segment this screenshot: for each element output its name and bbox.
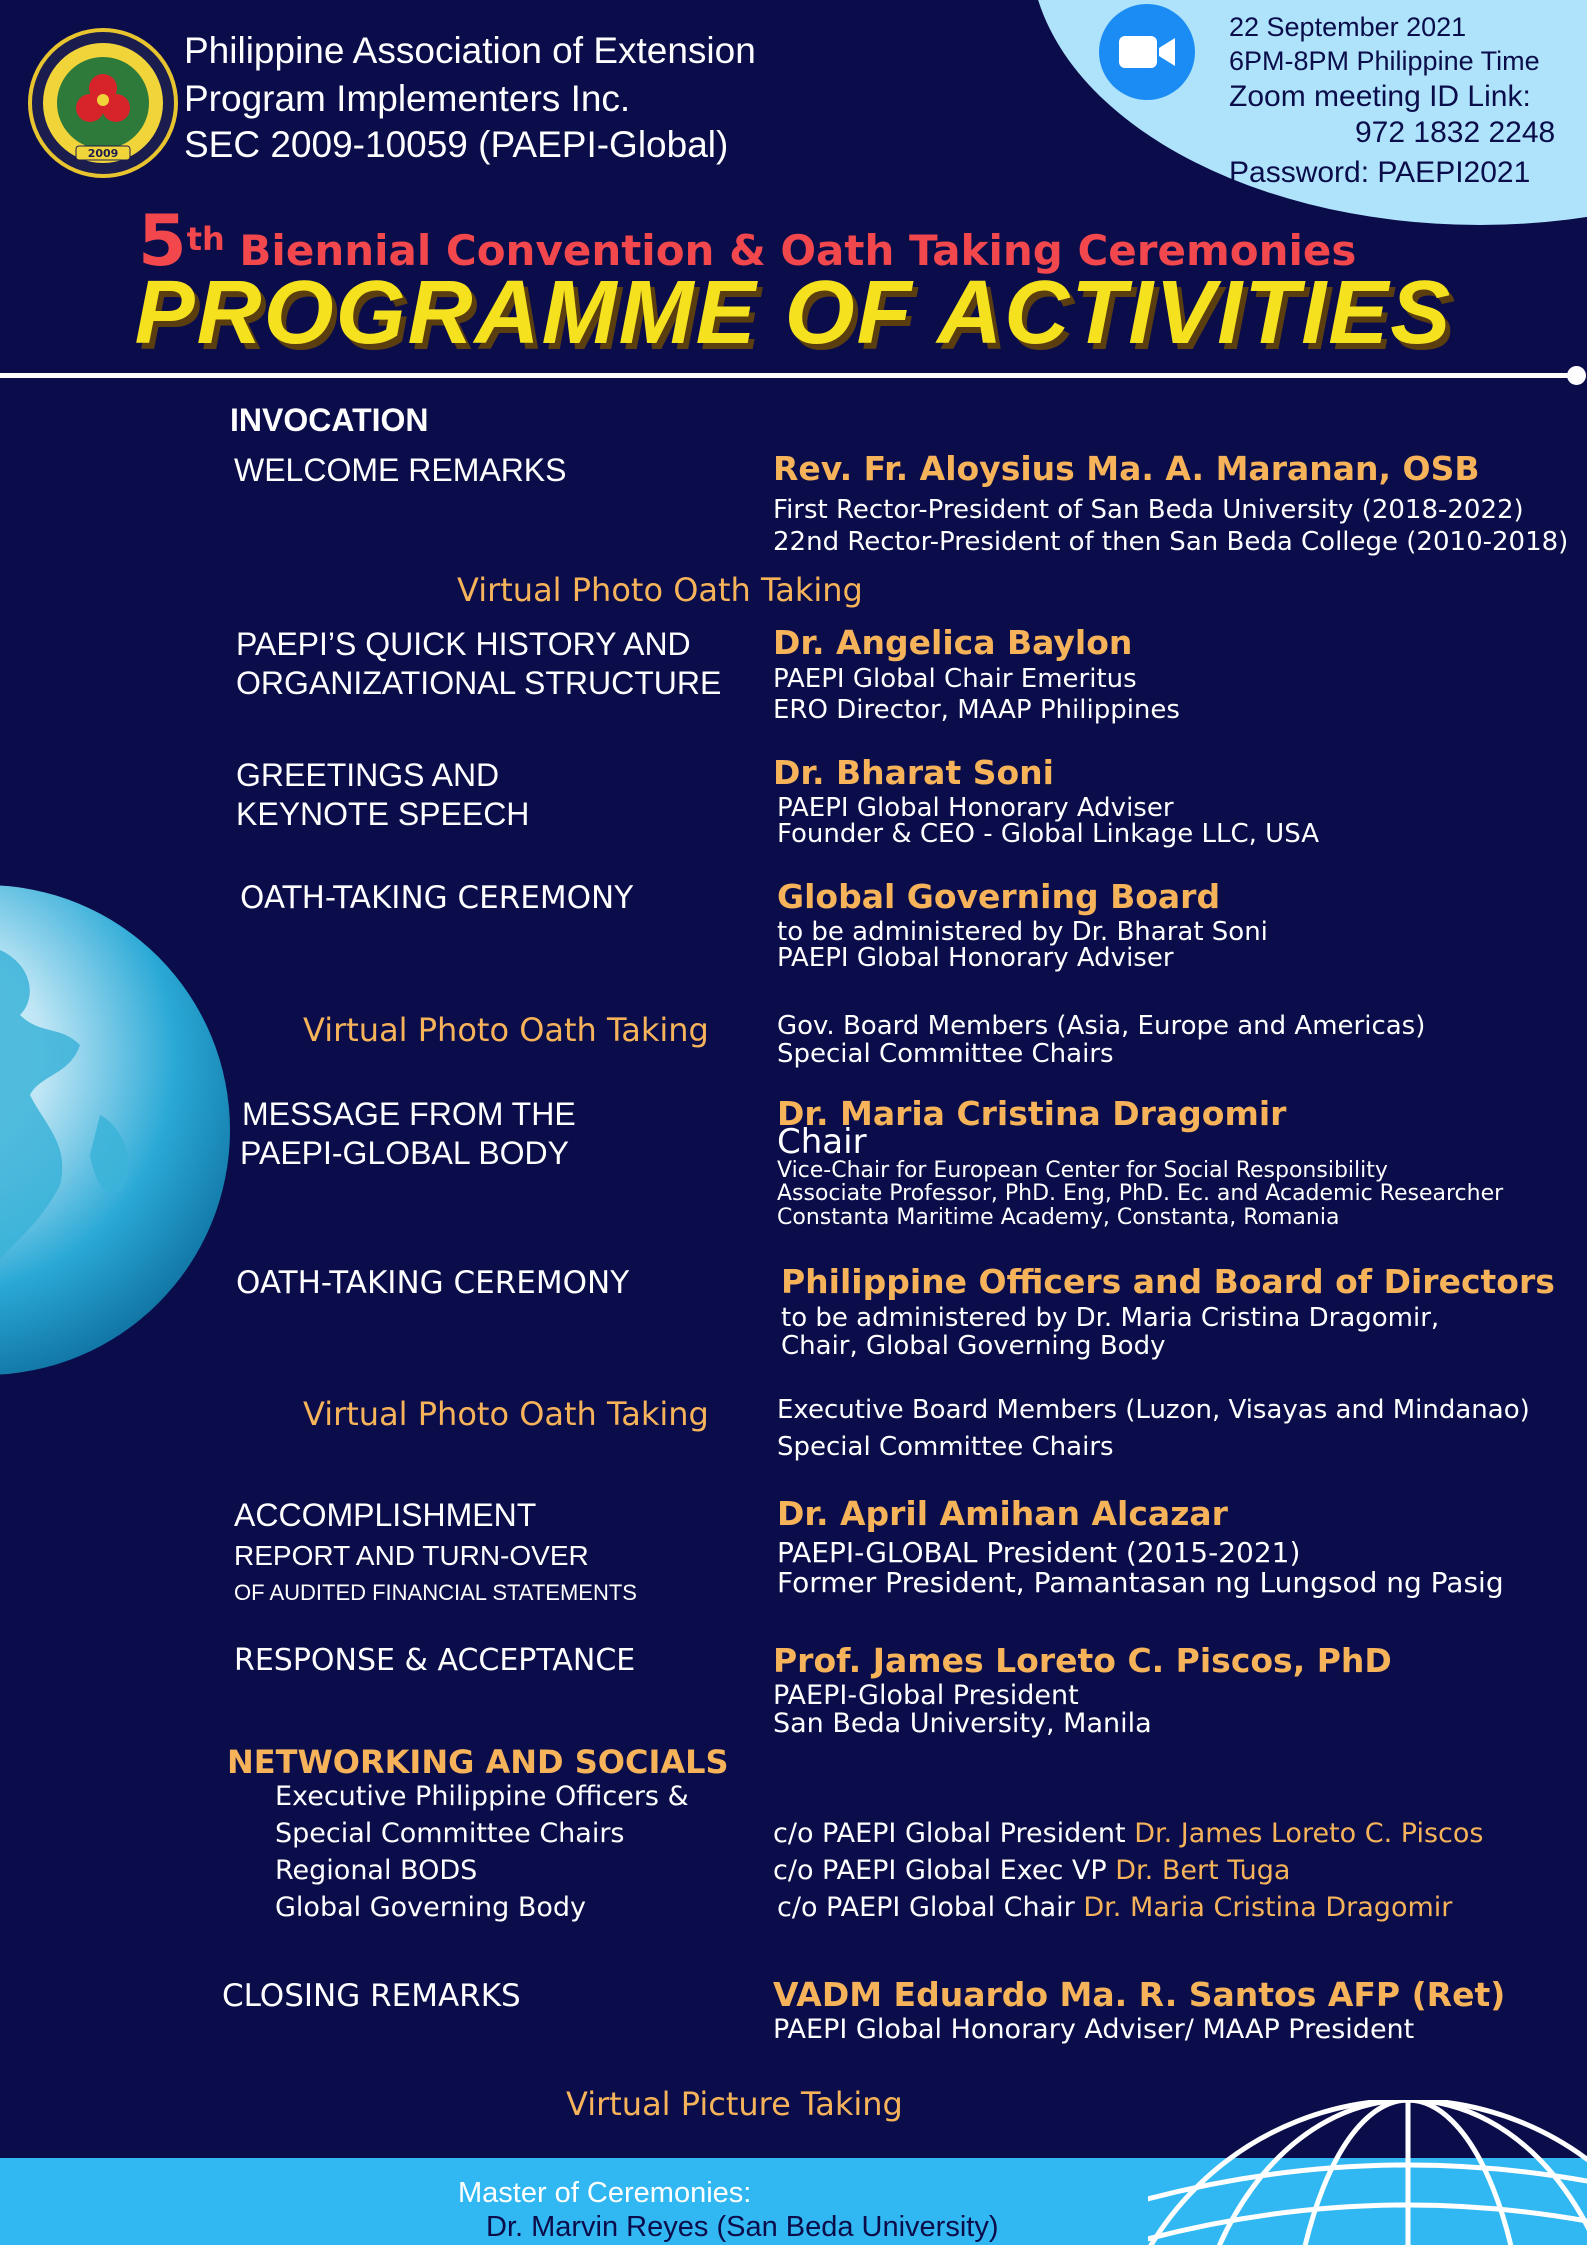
photo-3-detail-1: Executive Board Members (Luzon, Visayas and Mindanao)	[777, 1395, 1530, 1425]
oath-ceremony-2-label: OATH-TAKING CEREMONY	[236, 1265, 630, 1301]
response-label: RESPONSE & ACCEPTANCE	[234, 1643, 636, 1678]
org-sec-number: SEC 2009-10059 (PAEPI-Global)	[184, 124, 729, 165]
message-label-line1: MESSAGE FROM THE	[242, 1096, 576, 1132]
closing-speaker-name: VADM Eduardo Ma. R. Santos AFP (Ret)	[773, 1975, 1506, 2014]
oath-ceremony-1-detail-2: PAEPI Global Honorary Adviser	[777, 943, 1174, 973]
networking-contact-2-name: Dr. Bert Tuga	[1115, 1855, 1291, 1886]
accomplishment-label-line2: REPORT AND TURN-OVER	[234, 1540, 589, 1571]
org-name-line2: Program Implementers Inc.	[184, 78, 631, 119]
oath-ceremony-1-label: OATH-TAKING CEREMONY	[240, 880, 634, 916]
welcome-remarks-label: WELCOME REMARKS	[234, 452, 567, 488]
convention-number: 5	[138, 200, 187, 282]
networking-contact-3	[777, 1892, 1452, 1923]
keynote-speaker-detail-1: PAEPI Global Honorary Adviser	[777, 793, 1174, 823]
globe-image	[0, 885, 230, 1375]
history-speaker-name: Dr. Angelica Baylon	[773, 623, 1133, 662]
accomplishment-speaker-name: Dr. April Amihan Alcazar	[777, 1494, 1228, 1533]
oath-ceremony-2-detail-1: to be administered by Dr. Maria Cristina Dragomir,	[781, 1303, 1440, 1333]
networking-contact-3-role: c/o PAEPI Global Chair	[777, 1892, 1084, 1923]
virtual-picture-taking: Virtual Picture Taking	[566, 2085, 903, 2123]
response-speaker-detail-2: San Beda University, Manila	[773, 1708, 1152, 1739]
closing-speaker-detail-1: PAEPI Global Honorary Adviser/ MAAP President	[773, 2014, 1415, 2045]
history-label-line2: ORGANIZATIONAL STRUCTURE	[236, 665, 722, 701]
networking-item-4: Global Governing Body	[275, 1892, 586, 1923]
oath-ceremony-1-name: Global Governing Board	[777, 877, 1221, 916]
convention-title-text: Biennial Convention & Oath Taking Ceremonies	[239, 226, 1357, 275]
history-label-line1: PAEPI’S QUICK HISTORY AND	[236, 626, 691, 662]
invocation-label: INVOCATION	[230, 402, 429, 438]
virtual-photo-oath-taking-1: Virtual Photo Oath Taking	[457, 571, 863, 609]
welcome-speaker-detail-2: 22nd Rector-President of then San Beda College (2010-2018)	[773, 527, 1569, 557]
message-speaker-detail-3: Constanta Maritime Academy, Constanta, Romania	[777, 1205, 1340, 1230]
keynote-speaker-detail-2: Founder & CEO - Global Linkage LLC, USA	[777, 819, 1319, 849]
zoom-camera-icon	[1099, 4, 1195, 100]
history-speaker-detail-2: ERO Director, MAAP Philippines	[773, 695, 1180, 725]
keynote-speaker-name: Dr. Bharat Soni	[773, 753, 1054, 792]
accomplishment-label-line1: ACCOMPLISHMENT	[234, 1497, 537, 1533]
mc-label: Master of Ceremonies:	[458, 2177, 752, 2209]
keynote-label-line2: KEYNOTE SPEECH	[236, 796, 530, 832]
virtual-photo-oath-taking-2: Virtual Photo Oath Taking	[303, 1011, 709, 1049]
photo-2-detail-1: Gov. Board Members (Asia, Europe and Americas)	[777, 1011, 1426, 1041]
event-date: 22 September 2021	[1229, 12, 1467, 42]
photo-3-detail-2: Special Committee Chairs	[777, 1432, 1114, 1462]
oath-ceremony-2-detail-2: Chair, Global Governing Body	[781, 1331, 1166, 1361]
oath-ceremony-1-detail-1: to be administered by Dr. Bharat Soni	[777, 917, 1268, 947]
history-speaker-detail-1: PAEPI Global Chair Emeritus	[773, 664, 1137, 694]
accomplishment-label-line3: OF AUDITED FINANCIAL STATEMENTS	[234, 1580, 637, 1605]
event-time: 6PM-8PM Philippine Time	[1229, 46, 1540, 76]
networking-contact-1-role: c/o PAEPI Global President	[773, 1818, 1135, 1849]
message-speaker-detail-2: Associate Professor, PhD. Eng, PhD. Ec. and Academic Researcher	[777, 1181, 1504, 1206]
accomplishment-speaker-detail-1: PAEPI-GLOBAL President (2015-2021)	[777, 1536, 1301, 1569]
oath-ceremony-2-name: Philippine Officers and Board of Directors	[781, 1262, 1555, 1301]
welcome-speaker-name: Rev. Fr. Aloysius Ma. A. Maranan, OSB	[773, 449, 1480, 488]
zoom-meeting-id: 972 1832 2248	[1355, 116, 1556, 149]
welcome-speaker-detail-1: First Rector-President of San Beda University (2018-2022)	[773, 495, 1524, 525]
response-speaker-name: Prof. James Loreto C. Piscos, PhD	[773, 1641, 1392, 1680]
virtual-photo-oath-taking-3: Virtual Photo Oath Taking	[303, 1395, 709, 1433]
message-speaker-detail-1: Vice-Chair for European Center for Social Responsibility	[777, 1158, 1388, 1183]
networking-contact-1	[773, 1818, 1483, 1849]
photo-2-detail-2: Special Committee Chairs	[777, 1039, 1114, 1069]
org-name-line1: Philippine Association of Extension	[184, 30, 756, 71]
keynote-label-line1: GREETINGS AND	[236, 757, 500, 793]
divider-dot	[1567, 366, 1586, 385]
mc-name: Dr. Marvin Reyes (San Beda University)	[486, 2211, 999, 2243]
message-speaker-name: Dr. Maria Cristina Dragomir	[777, 1094, 1287, 1133]
message-speaker-role: Chair	[777, 1122, 867, 1162]
response-speaker-detail-1: PAEPI-Global President	[773, 1680, 1079, 1711]
programme-title: PROGRAMME OF ACTIVITIES	[134, 263, 1453, 363]
divider-line	[0, 373, 1575, 378]
networking-contact-1-name: Dr. James Loreto C. Piscos	[1134, 1818, 1484, 1849]
zoom-password: Password: PAEPI2021	[1229, 156, 1531, 189]
accomplishment-speaker-detail-2: Former President, Pamantasan ng Lungsod ng Pasig	[777, 1566, 1504, 1599]
networking-contact-2-role: c/o PAEPI Global Exec VP	[773, 1855, 1116, 1886]
networking-contact-3-name: Dr. Maria Cristina Dragomir	[1083, 1892, 1453, 1923]
networking-label: NETWORKING AND SOCIALS	[227, 1743, 729, 1781]
closing-remarks-label: CLOSING REMARKS	[222, 1978, 521, 2014]
networking-item-2: Special Committee Chairs	[275, 1818, 625, 1849]
networking-contact-2	[773, 1855, 1290, 1886]
message-label-line2: PAEPI-GLOBAL BODY	[240, 1135, 569, 1171]
wireframe-globe-icon	[1148, 2100, 1587, 2245]
convention-number-suffix: th	[186, 220, 225, 258]
networking-item-3: Regional BODS	[275, 1855, 478, 1886]
paepi-seal-logo	[28, 28, 178, 178]
networking-item-1: Executive Philippine Officers &	[275, 1781, 689, 1812]
zoom-id-label: Zoom meeting ID Link:	[1229, 80, 1531, 113]
svg-text:2009: 2009	[87, 147, 119, 160]
